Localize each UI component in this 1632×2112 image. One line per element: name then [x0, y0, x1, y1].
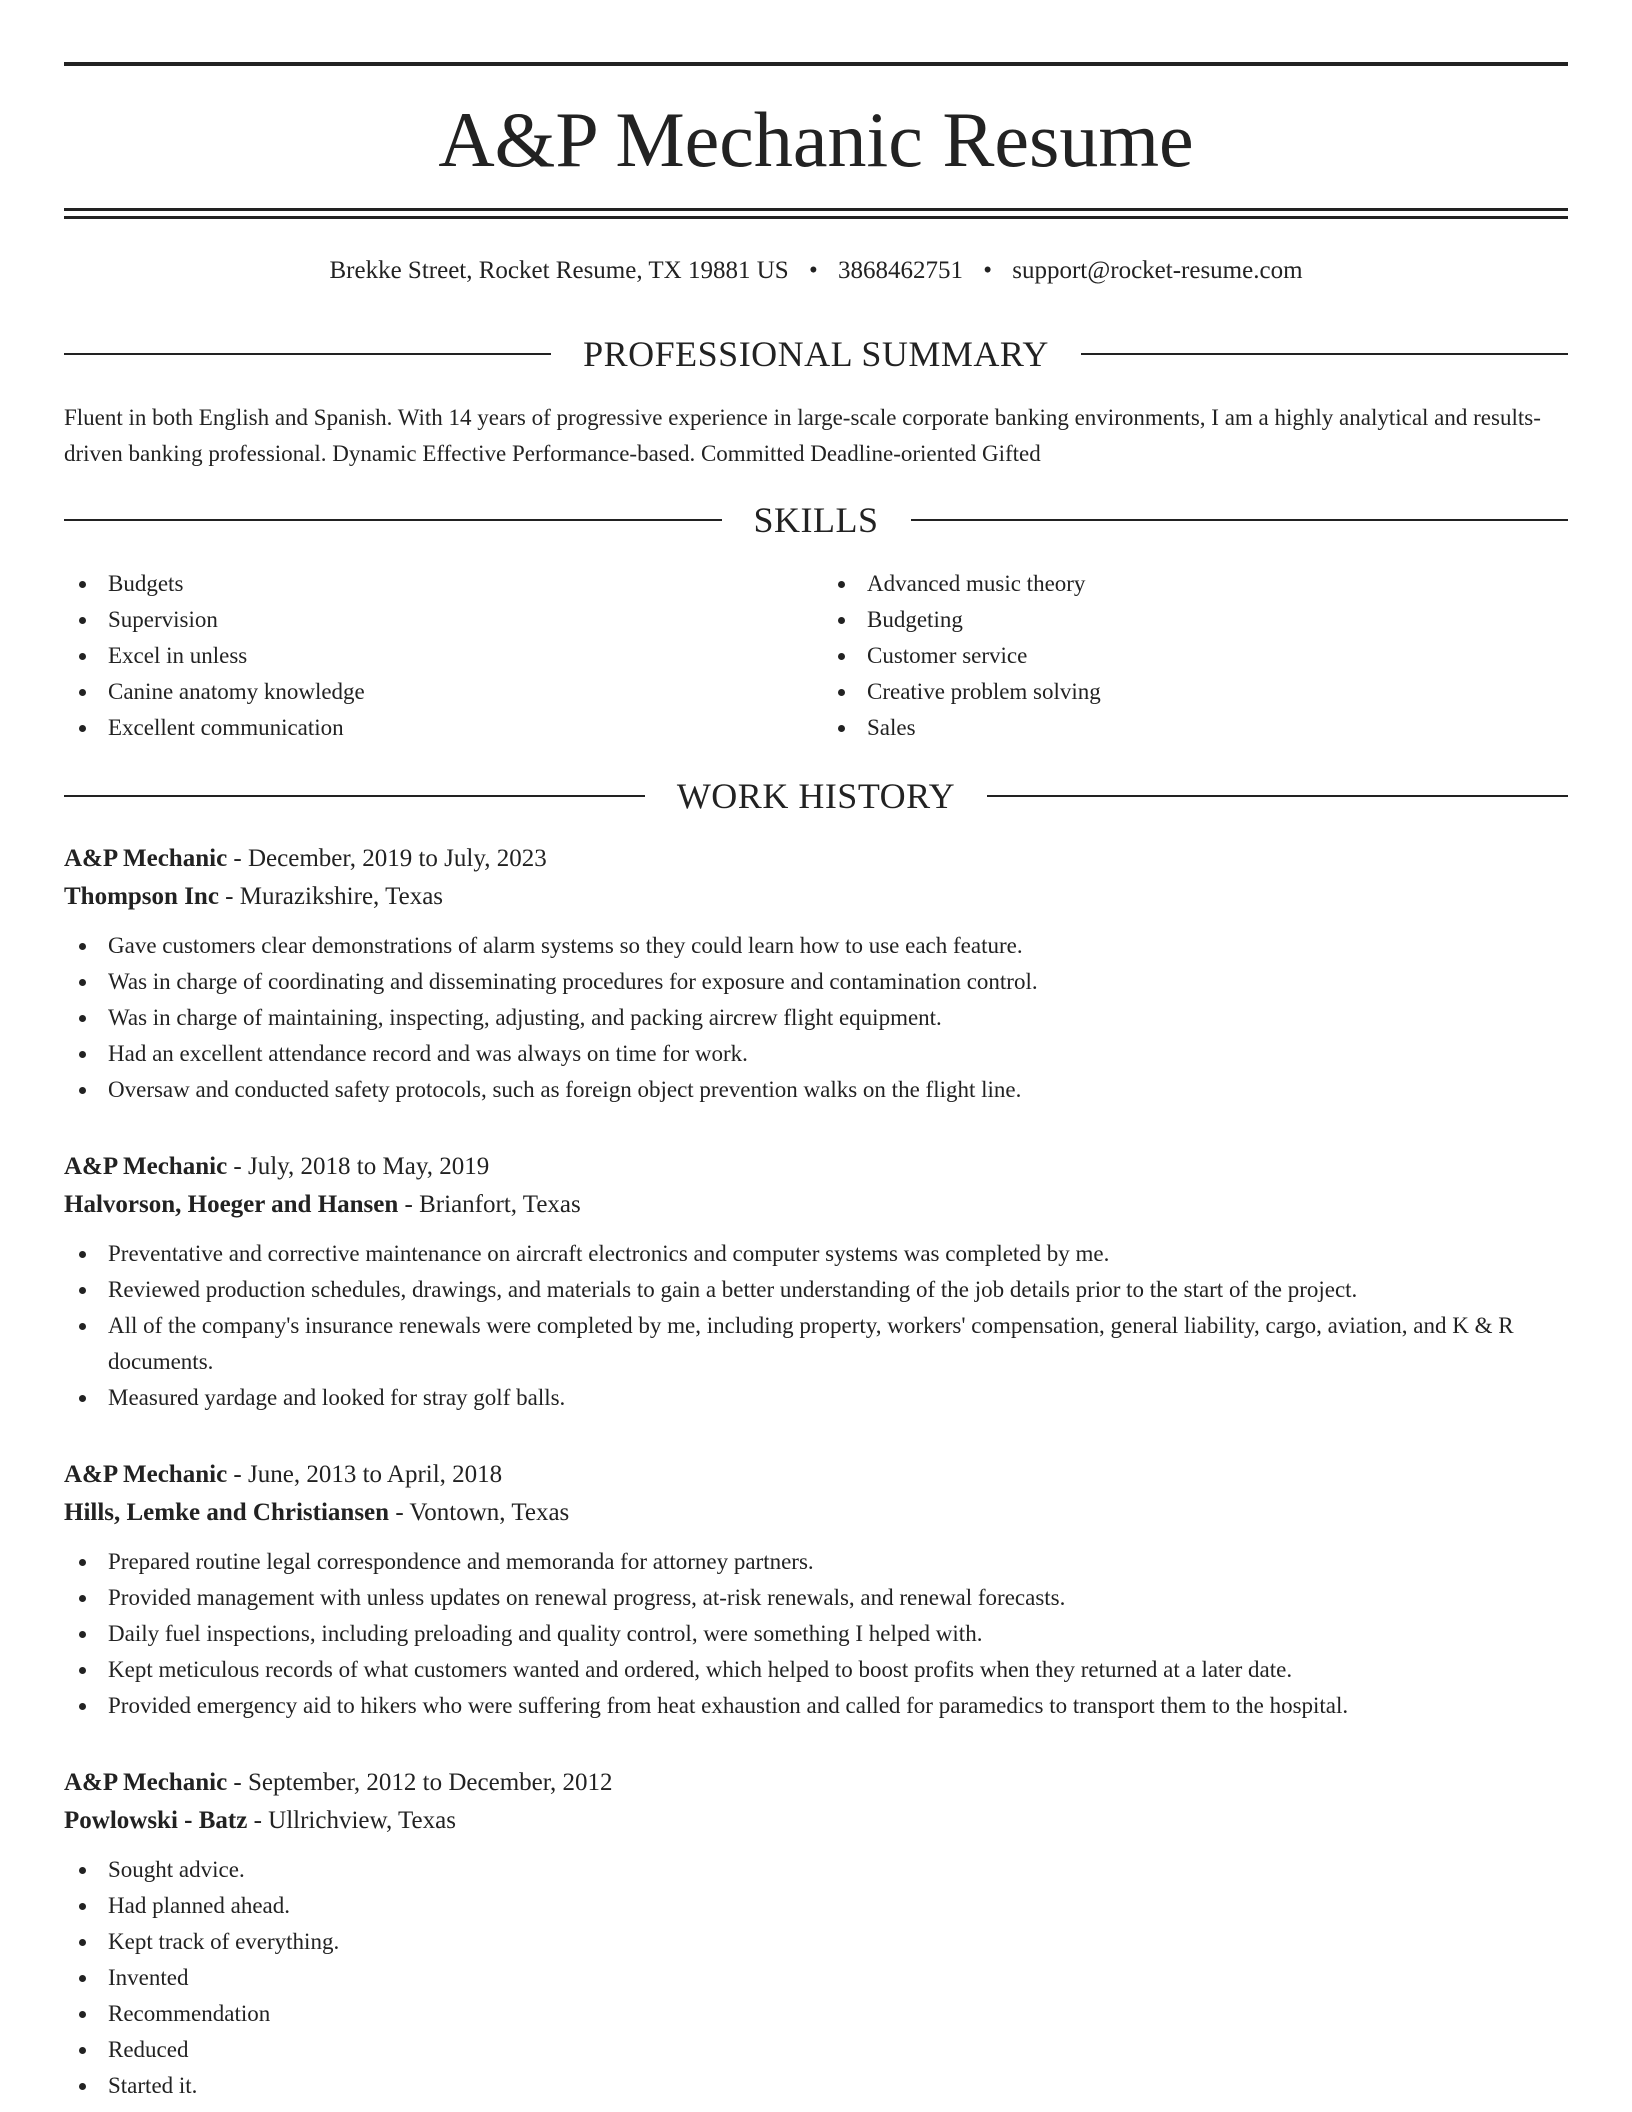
job-bullets — [64, 928, 1568, 1108]
job-dates: - September, 2012 to December, 2012 — [233, 1769, 613, 1796]
job-company: Thompson Inc — [64, 883, 219, 910]
job-bullet: Daily fuel inspections, including preloading and quality control, were something I helped with. — [64, 1616, 1568, 1652]
skill-item: Excellent communication — [64, 710, 809, 746]
summary-text: Fluent in both English and Spanish. With 14 years of progressive experience in large-scale corporate banking environments, I am a highly analytical and results-driven banking professional. Dynamic Effective Performance-based. Committed Deadline-oriented Gifted — [64, 405, 1541, 466]
job-entry — [64, 1456, 1568, 1724]
job-bullet: Gave customers clear demonstrations of alarm systems so they could learn how to use each feature. — [64, 928, 1568, 964]
summary-section-heading — [64, 332, 1568, 376]
job-title-line — [64, 840, 1568, 878]
skills-section-heading — [64, 498, 1568, 542]
job-company: Powlowski - Batz — [64, 1807, 248, 1834]
job-company-line — [64, 1494, 1568, 1532]
heading-rule-left — [64, 353, 551, 355]
job-entry — [64, 1148, 1568, 1416]
job-dates: - December, 2019 to July, 2023 — [233, 845, 547, 872]
job-bullet: Had an excellent attendance record and was always on time for work. — [64, 1036, 1568, 1072]
job-dates: - July, 2018 to May, 2019 — [233, 1153, 490, 1180]
job-title-line — [64, 1148, 1568, 1186]
job-entry — [64, 1764, 1568, 2104]
work-section-heading — [64, 774, 1568, 818]
job-company-line — [64, 1186, 1568, 1224]
skill-item: Budgeting — [823, 602, 1568, 638]
skill-item: Canine anatomy knowledge — [64, 674, 809, 710]
job-dates: - June, 2013 to April, 2018 — [233, 1461, 503, 1488]
skills-list — [64, 566, 1568, 746]
heading-rule-left — [64, 519, 722, 521]
skill-item: Customer service — [823, 638, 1568, 674]
skill-item: Sales — [823, 710, 1568, 746]
job-location: - Murazikshire, Texas — [225, 883, 444, 910]
job-title: A&P Mechanic — [64, 1153, 228, 1180]
job-bullet: Reviewed production schedules, drawings, and materials to gain a better understanding of the job details prior to the start of the project. — [64, 1272, 1568, 1308]
skill-item: Creative problem solving — [823, 674, 1568, 710]
job-company: Halvorson, Hoeger and Hansen — [64, 1191, 399, 1218]
job-company-line — [64, 878, 1568, 916]
job-bullet: Kept meticulous records of what customers wanted and ordered, which helped to boost profits when they returned at a later date. — [64, 1652, 1568, 1688]
job-bullet: Started it. — [64, 2068, 1568, 2104]
job-entry — [64, 840, 1568, 1108]
top-rule — [64, 62, 1568, 66]
skill-item: Excel in unless — [64, 638, 809, 674]
title-rule-upper — [64, 208, 1568, 211]
contact-email: support@rocket-resume.com — [1012, 257, 1303, 284]
job-bullet: Reduced — [64, 2032, 1568, 2068]
job-bullets — [64, 1236, 1568, 1416]
skills-column-right — [809, 566, 1568, 746]
contact-address: Brekke Street, Rocket Resume, TX 19881 US — [329, 257, 789, 284]
job-bullet: Was in charge of coordinating and disseminating procedures for exposure and contamination control. — [64, 964, 1568, 1000]
skills-column-left — [64, 566, 809, 746]
job-company-line — [64, 1802, 1568, 1840]
heading-rule-right — [1081, 353, 1568, 355]
heading-rule-right — [911, 519, 1569, 521]
job-bullet: Preventative and corrective maintenance on aircraft electronics and computer systems was completed by me. — [64, 1236, 1568, 1272]
job-bullet: Kept track of everything. — [64, 1924, 1568, 1960]
job-bullets — [64, 1544, 1568, 1724]
job-title-line — [64, 1456, 1568, 1494]
summary-heading-label: PROFESSIONAL SUMMARY — [583, 334, 1049, 374]
job-title-line — [64, 1764, 1568, 1802]
title-rule-lower — [64, 216, 1568, 219]
skill-item: Budgets — [64, 566, 809, 602]
contact-separator: • — [983, 257, 992, 284]
job-location: - Brianfort, Texas — [404, 1191, 581, 1218]
job-bullet: Had planned ahead. — [64, 1888, 1568, 1924]
job-bullet: Provided emergency aid to hikers who were suffering from heat exhaustion and called for paramedics to transport them to the hospital. — [64, 1688, 1568, 1724]
job-bullet: Provided management with unless updates on renewal progress, at-risk renewals, and renewal forecasts. — [64, 1580, 1568, 1616]
resume-title: A&P Mechanic Resume — [438, 96, 1194, 183]
job-bullet: Prepared routine legal correspondence and memoranda for attorney partners. — [64, 1544, 1568, 1580]
contact-line — [64, 254, 1568, 288]
contact-phone: 3868462751 — [837, 257, 963, 284]
job-bullets — [64, 1852, 1568, 2104]
job-location: - Vontown, Texas — [395, 1499, 570, 1526]
job-bullet: Oversaw and conducted safety protocols, such as foreign object prevention walks on the flight line. — [64, 1072, 1568, 1108]
job-company: Hills, Lemke and Christiansen — [64, 1499, 390, 1526]
job-bullet: Invented — [64, 1960, 1568, 1996]
job-title: A&P Mechanic — [64, 1769, 228, 1796]
job-bullet: Was in charge of maintaining, inspecting, adjusting, and packing aircrew flight equipment. — [64, 1000, 1568, 1036]
skill-item: Supervision — [64, 602, 809, 638]
job-bullet: Recommendation — [64, 1996, 1568, 2032]
heading-rule-right — [987, 795, 1568, 797]
job-bullet: Sought advice. — [64, 1852, 1568, 1888]
job-title: A&P Mechanic — [64, 845, 228, 872]
job-title: A&P Mechanic — [64, 1461, 228, 1488]
skills-heading-label: SKILLS — [753, 500, 879, 540]
job-bullet: Measured yardage and looked for stray golf balls. — [64, 1380, 1568, 1416]
heading-rule-left — [64, 795, 645, 797]
job-location: - Ullrichview, Texas — [253, 1807, 456, 1834]
contact-separator: • — [808, 257, 818, 284]
work-heading-label: WORK HISTORY — [676, 776, 956, 816]
job-bullet: All of the company's insurance renewals were completed by me, including property, workers' compensation, general liability, cargo, aviation, and K & R documents. — [64, 1308, 1568, 1380]
skill-item: Advanced music theory — [823, 566, 1568, 602]
